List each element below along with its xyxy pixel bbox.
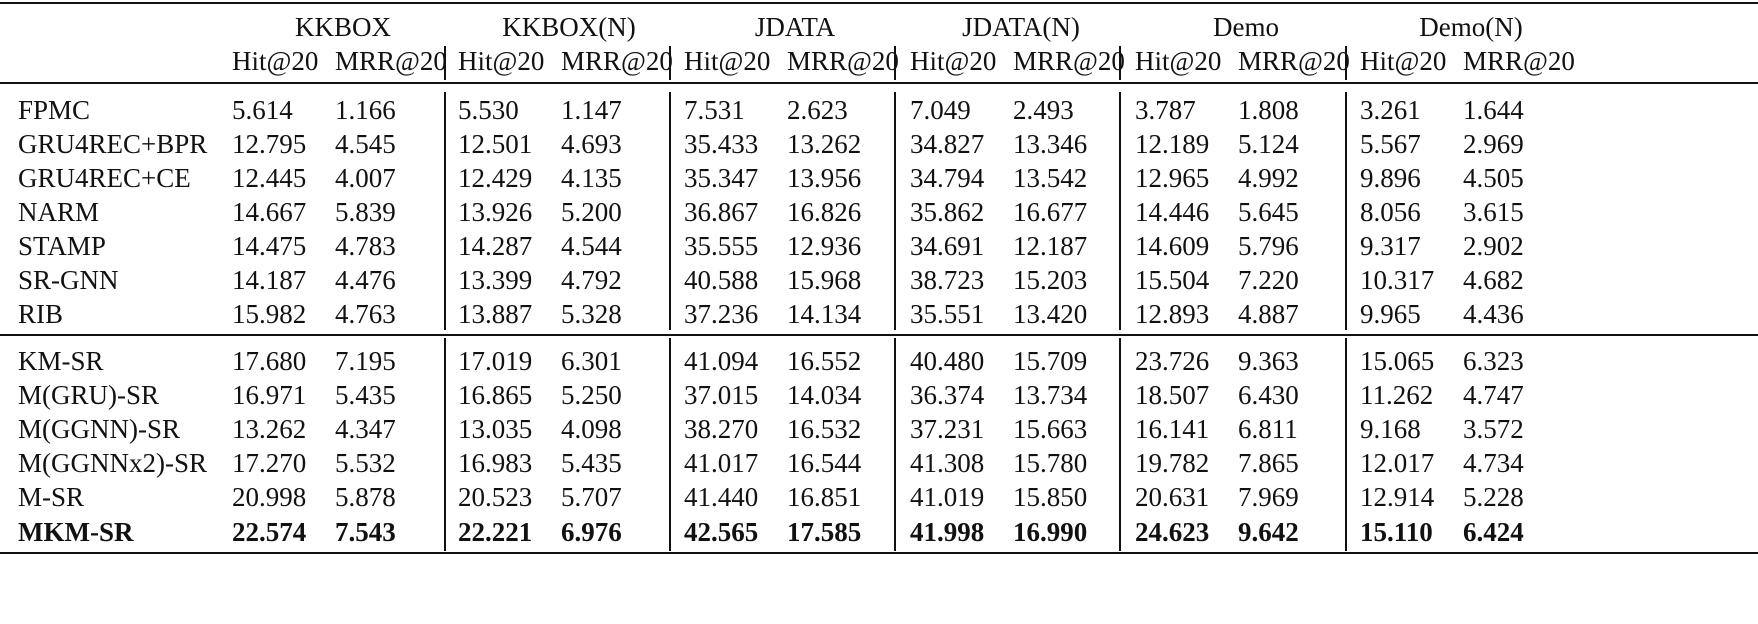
table-cell: 14.287 bbox=[458, 231, 533, 261]
table-cell: 41.094 bbox=[684, 346, 759, 376]
row-method-label: GRU4REC+CE bbox=[18, 163, 191, 193]
table-cell: 16.552 bbox=[787, 346, 862, 376]
table-cell: 34.794 bbox=[910, 163, 985, 193]
table-cell: 5.124 bbox=[1238, 129, 1299, 159]
row-method-label: STAMP bbox=[18, 231, 106, 261]
table-cell: 6.811 bbox=[1238, 414, 1298, 444]
table-cell: 18.507 bbox=[1135, 380, 1210, 410]
table-cell: 12.187 bbox=[1013, 231, 1088, 261]
header-mrr20: MRR@20 bbox=[787, 46, 899, 76]
table-cell: 36.867 bbox=[684, 197, 759, 227]
table-cell: 16.826 bbox=[787, 197, 862, 227]
table-cell: 4.887 bbox=[1238, 299, 1299, 329]
table-cell: 6.323 bbox=[1463, 346, 1524, 376]
table-cell: 16.865 bbox=[458, 380, 533, 410]
table-rule bbox=[0, 334, 1758, 336]
table-cell: 6.301 bbox=[561, 346, 622, 376]
table-cell: 12.893 bbox=[1135, 299, 1210, 329]
table-cell: 35.347 bbox=[684, 163, 759, 193]
table-cell: 15.968 bbox=[787, 265, 862, 295]
table-cell: 4.347 bbox=[335, 414, 396, 444]
header-hit20: Hit@20 bbox=[232, 46, 319, 76]
table-cell: 12.017 bbox=[1360, 448, 1435, 478]
table-cell: 2.493 bbox=[1013, 95, 1074, 125]
table-cell: 12.445 bbox=[232, 163, 307, 193]
table-cell: 14.034 bbox=[787, 380, 862, 410]
table-cell: 14.187 bbox=[232, 265, 307, 295]
table-cell: 12.936 bbox=[787, 231, 862, 261]
table-cell: 24.623 bbox=[1135, 517, 1210, 547]
table-cell: 13.262 bbox=[787, 129, 862, 159]
table-cell: 2.623 bbox=[787, 95, 848, 125]
table-cell: 13.926 bbox=[458, 197, 533, 227]
table-cell: 38.723 bbox=[910, 265, 985, 295]
table-cell: 15.110 bbox=[1360, 517, 1433, 547]
table-cell: 22.574 bbox=[232, 517, 307, 547]
row-method-label: KM-SR bbox=[18, 346, 104, 376]
header-hit20: Hit@20 bbox=[684, 46, 771, 76]
table-cell: 6.424 bbox=[1463, 517, 1524, 547]
table-cell: 37.236 bbox=[684, 299, 759, 329]
table-cell: 4.792 bbox=[561, 265, 622, 295]
table-cell: 13.887 bbox=[458, 299, 533, 329]
table-cell: 14.667 bbox=[232, 197, 307, 227]
table-cell: 34.827 bbox=[910, 129, 985, 159]
header-hit20: Hit@20 bbox=[1135, 46, 1222, 76]
table-cell: 15.780 bbox=[1013, 448, 1088, 478]
table-cell: 12.189 bbox=[1135, 129, 1210, 159]
table-cell: 35.862 bbox=[910, 197, 985, 227]
table-cell: 7.220 bbox=[1238, 265, 1299, 295]
table-cell: 13.399 bbox=[458, 265, 533, 295]
table-cell: 20.998 bbox=[232, 482, 307, 512]
table-cell: 5.435 bbox=[335, 380, 396, 410]
column-separator bbox=[894, 92, 896, 330]
table-cell: 15.203 bbox=[1013, 265, 1088, 295]
table-cell: 3.572 bbox=[1463, 414, 1524, 444]
table-cell: 15.850 bbox=[1013, 482, 1088, 512]
table-cell: 40.588 bbox=[684, 265, 759, 295]
table-cell: 4.734 bbox=[1463, 448, 1524, 478]
table-cell: 4.007 bbox=[335, 163, 396, 193]
row-method-label: MKM-SR bbox=[18, 517, 134, 547]
table-cell: 9.896 bbox=[1360, 163, 1421, 193]
table-cell: 5.645 bbox=[1238, 197, 1299, 227]
header-group-jdatan: JDATA(N) bbox=[962, 12, 1080, 42]
table-cell: 3.615 bbox=[1463, 197, 1524, 227]
table-cell: 15.663 bbox=[1013, 414, 1088, 444]
table-cell: 5.228 bbox=[1463, 482, 1524, 512]
table-cell: 42.565 bbox=[684, 517, 759, 547]
table-cell: 5.707 bbox=[561, 482, 622, 512]
table-cell: 13.262 bbox=[232, 414, 307, 444]
table-cell: 16.677 bbox=[1013, 197, 1088, 227]
row-method-label: M(GGNNx2)-SR bbox=[18, 448, 207, 478]
row-method-label: M(GGNN)-SR bbox=[18, 414, 180, 444]
table-cell: 5.796 bbox=[1238, 231, 1299, 261]
table-cell: 12.429 bbox=[458, 163, 533, 193]
table-cell: 15.709 bbox=[1013, 346, 1088, 376]
table-cell: 13.734 bbox=[1013, 380, 1088, 410]
table-cell: 41.998 bbox=[910, 517, 985, 547]
table-cell: 5.839 bbox=[335, 197, 396, 227]
table-cell: 20.523 bbox=[458, 482, 533, 512]
table-cell: 4.436 bbox=[1463, 299, 1524, 329]
table-cell: 37.231 bbox=[910, 414, 985, 444]
table-cell: 13.035 bbox=[458, 414, 533, 444]
table-cell: 9.317 bbox=[1360, 231, 1421, 261]
header-group-demo: Demo bbox=[1213, 12, 1279, 42]
table-cell: 3.787 bbox=[1135, 95, 1196, 125]
table-cell: 40.480 bbox=[910, 346, 985, 376]
header-mrr20: MRR@20 bbox=[1238, 46, 1350, 76]
header-hit20: Hit@20 bbox=[458, 46, 545, 76]
table-cell: 4.545 bbox=[335, 129, 396, 159]
table-cell: 14.134 bbox=[787, 299, 862, 329]
row-method-label: NARM bbox=[18, 197, 100, 227]
table-cell: 14.475 bbox=[232, 231, 307, 261]
table-cell: 4.476 bbox=[335, 265, 396, 295]
table-cell: 2.902 bbox=[1463, 231, 1524, 261]
table-cell: 1.808 bbox=[1238, 95, 1299, 125]
row-method-label: RIB bbox=[18, 299, 64, 329]
column-separator bbox=[1345, 92, 1347, 330]
table-cell: 1.147 bbox=[561, 95, 622, 125]
header-group-jdata: JDATA bbox=[754, 12, 836, 42]
table-cell: 15.504 bbox=[1135, 265, 1210, 295]
table-cell: 13.346 bbox=[1013, 129, 1088, 159]
table-rule bbox=[0, 82, 1758, 84]
table-cell: 16.851 bbox=[787, 482, 862, 512]
table-cell: 13.542 bbox=[1013, 163, 1088, 193]
row-method-label: FPMC bbox=[18, 95, 91, 125]
table-rule bbox=[0, 2, 1758, 4]
header-group-demon: Demo(N) bbox=[1419, 12, 1523, 42]
table-cell: 12.795 bbox=[232, 129, 307, 159]
table-rule bbox=[0, 552, 1758, 554]
table-cell: 5.530 bbox=[458, 95, 519, 125]
table-cell: 4.505 bbox=[1463, 163, 1524, 193]
table-cell: 15.982 bbox=[232, 299, 307, 329]
table-cell: 9.642 bbox=[1238, 517, 1299, 547]
column-separator bbox=[894, 338, 896, 551]
table-cell: 4.544 bbox=[561, 231, 622, 261]
table-cell: 36.374 bbox=[910, 380, 985, 410]
column-separator bbox=[669, 92, 671, 330]
table-cell: 5.435 bbox=[561, 448, 622, 478]
table-cell: 19.782 bbox=[1135, 448, 1210, 478]
table-cell: 12.501 bbox=[458, 129, 533, 159]
header-mrr20: MRR@20 bbox=[561, 46, 673, 76]
table-cell: 7.195 bbox=[335, 346, 396, 376]
table-cell: 5.878 bbox=[335, 482, 396, 512]
table-cell: 17.585 bbox=[787, 517, 862, 547]
table-cell: 13.420 bbox=[1013, 299, 1088, 329]
table-cell: 12.914 bbox=[1360, 482, 1435, 512]
table-cell: 41.019 bbox=[910, 482, 985, 512]
header-hit20: Hit@20 bbox=[910, 46, 997, 76]
table-cell: 7.543 bbox=[335, 517, 396, 547]
row-method-label: GRU4REC+BPR bbox=[18, 129, 208, 159]
header-mrr20: MRR@20 bbox=[335, 46, 447, 76]
table-cell: 10.317 bbox=[1360, 265, 1435, 295]
table-cell: 14.609 bbox=[1135, 231, 1210, 261]
table-cell: 4.098 bbox=[561, 414, 622, 444]
table-cell: 5.614 bbox=[232, 95, 293, 125]
table-cell: 7.531 bbox=[684, 95, 745, 125]
table-cell: 11.262 bbox=[1360, 380, 1434, 410]
table-cell: 2.969 bbox=[1463, 129, 1524, 159]
row-method-label: M-SR bbox=[18, 482, 85, 512]
table-cell: 4.992 bbox=[1238, 163, 1299, 193]
table-cell: 5.250 bbox=[561, 380, 622, 410]
table-cell: 16.983 bbox=[458, 448, 533, 478]
table-cell: 4.135 bbox=[561, 163, 622, 193]
header-mrr20: MRR@20 bbox=[1013, 46, 1125, 76]
table-cell: 4.693 bbox=[561, 129, 622, 159]
header-group-kkboxn: KKBOX(N) bbox=[502, 12, 636, 42]
table-cell: 4.682 bbox=[1463, 265, 1524, 295]
table-cell: 23.726 bbox=[1135, 346, 1210, 376]
table-cell: 22.221 bbox=[458, 517, 533, 547]
table-cell: 4.747 bbox=[1463, 380, 1524, 410]
table-cell: 7.969 bbox=[1238, 482, 1299, 512]
row-method-label: SR-GNN bbox=[18, 265, 119, 295]
column-separator bbox=[444, 92, 446, 330]
table-cell: 13.956 bbox=[787, 163, 862, 193]
table-cell: 6.430 bbox=[1238, 380, 1299, 410]
table-cell: 35.551 bbox=[910, 299, 985, 329]
table-cell: 4.763 bbox=[335, 299, 396, 329]
table-cell: 12.965 bbox=[1135, 163, 1210, 193]
table-cell: 6.976 bbox=[561, 517, 622, 547]
row-method-label: M(GRU)-SR bbox=[18, 380, 160, 410]
table-cell: 17.019 bbox=[458, 346, 533, 376]
table-cell: 9.965 bbox=[1360, 299, 1421, 329]
table-cell: 5.328 bbox=[561, 299, 622, 329]
table-cell: 17.270 bbox=[232, 448, 307, 478]
table-cell: 7.049 bbox=[910, 95, 971, 125]
table-cell: 17.680 bbox=[232, 346, 307, 376]
table-cell: 3.261 bbox=[1360, 95, 1421, 125]
table-cell: 16.971 bbox=[232, 380, 307, 410]
table-cell: 4.783 bbox=[335, 231, 396, 261]
table-cell: 16.532 bbox=[787, 414, 862, 444]
header-group-kkbox: KKBOX bbox=[294, 12, 391, 42]
table-cell: 38.270 bbox=[684, 414, 759, 444]
column-separator bbox=[1119, 338, 1121, 551]
table-cell: 41.440 bbox=[684, 482, 759, 512]
table-cell: 34.691 bbox=[910, 231, 985, 261]
table-cell: 7.865 bbox=[1238, 448, 1299, 478]
table-cell: 16.990 bbox=[1013, 517, 1088, 547]
table-cell: 15.065 bbox=[1360, 346, 1435, 376]
table-cell: 5.532 bbox=[335, 448, 396, 478]
column-separator bbox=[1345, 338, 1347, 551]
table-cell: 16.544 bbox=[787, 448, 862, 478]
column-separator bbox=[669, 338, 671, 551]
column-separator bbox=[444, 338, 446, 551]
table-cell: 41.308 bbox=[910, 448, 985, 478]
table-cell: 1.166 bbox=[335, 95, 396, 125]
table-cell: 41.017 bbox=[684, 448, 759, 478]
table-cell: 9.363 bbox=[1238, 346, 1299, 376]
table-cell: 37.015 bbox=[684, 380, 759, 410]
table-cell: 14.446 bbox=[1135, 197, 1210, 227]
table-cell: 20.631 bbox=[1135, 482, 1210, 512]
table-cell: 5.567 bbox=[1360, 129, 1421, 159]
table-cell: 5.200 bbox=[561, 197, 622, 227]
column-separator bbox=[1119, 92, 1121, 330]
table-cell: 8.056 bbox=[1360, 197, 1421, 227]
table-cell: 9.168 bbox=[1360, 414, 1421, 444]
header-mrr20: MRR@20 bbox=[1463, 46, 1575, 76]
table-cell: 35.433 bbox=[684, 129, 759, 159]
table-cell: 1.644 bbox=[1463, 95, 1524, 125]
header-hit20: Hit@20 bbox=[1360, 46, 1447, 76]
table-cell: 16.141 bbox=[1135, 414, 1210, 444]
table-cell: 35.555 bbox=[684, 231, 759, 261]
